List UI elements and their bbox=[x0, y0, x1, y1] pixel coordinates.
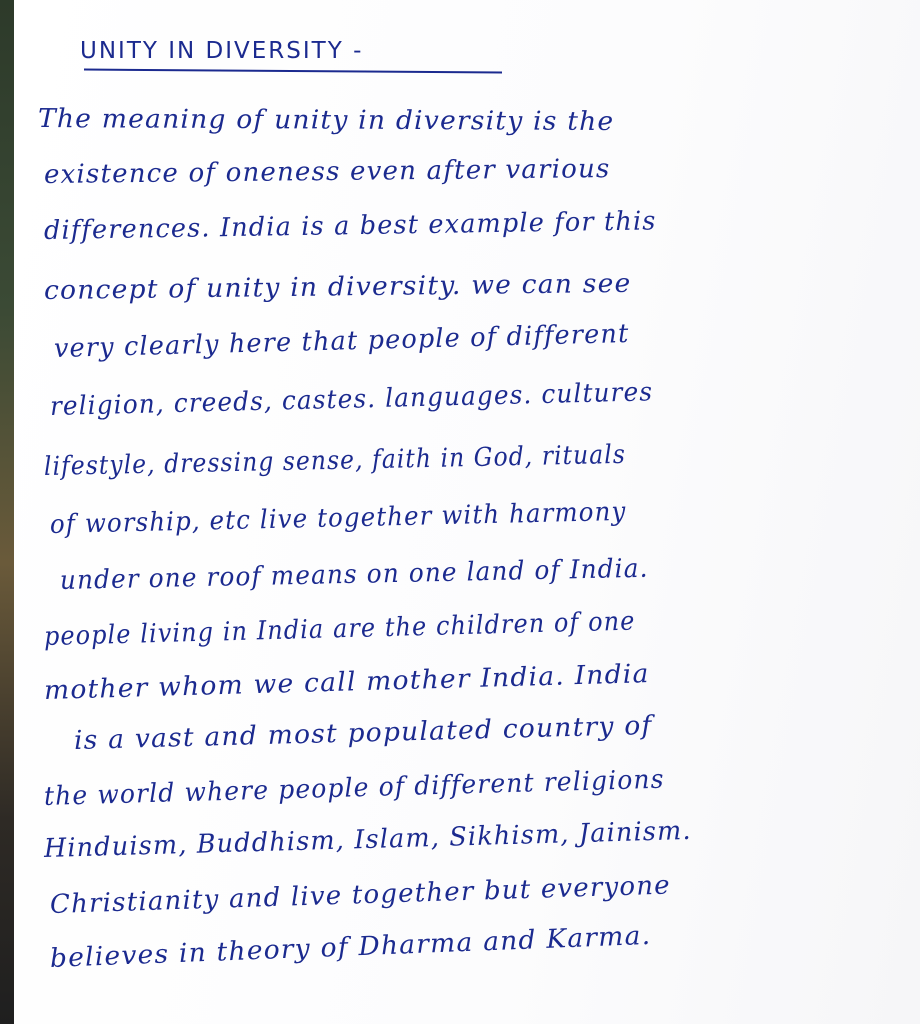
essay-line: is a vast and most populated country of bbox=[73, 710, 653, 756]
essay-line: lifestyle, dressing sense, faith in God, rituals bbox=[43, 439, 627, 482]
essay-line: under one roof means on one land of India. bbox=[59, 553, 649, 596]
background-edge bbox=[0, 0, 14, 1024]
essay-line: Christianity and live together but everyone bbox=[49, 870, 672, 920]
essay-line: very clearly here that people of different bbox=[53, 318, 630, 364]
handwritten-sheet bbox=[14, 0, 920, 1024]
essay-line: mother whom we call mother India. India bbox=[43, 659, 650, 706]
essay-line: the world where people of different religions bbox=[43, 764, 666, 812]
essay-line: existence of oneness even after various bbox=[43, 154, 611, 190]
essay-line: believes in theory of Dharma and Karma. bbox=[49, 920, 652, 974]
essay-line: people living in India are the children of one bbox=[43, 606, 636, 652]
essay-title: UNITY IN DIVERSITY - bbox=[80, 38, 364, 64]
essay-line: differences. India is a best example for this bbox=[43, 206, 657, 246]
essay-line: religion, creeds, castes. languages. cultures bbox=[49, 377, 654, 422]
essay-line: Hinduism, Buddhism, Islam, Sikhism, Jainism. bbox=[43, 815, 693, 864]
essay-line: concept of unity in diversity. we can see bbox=[43, 268, 632, 306]
essay-line: of worship, etc live together with harmony bbox=[49, 496, 627, 540]
title-underline bbox=[84, 69, 502, 74]
essay-line: The meaning of unity in diversity is the bbox=[37, 104, 615, 138]
